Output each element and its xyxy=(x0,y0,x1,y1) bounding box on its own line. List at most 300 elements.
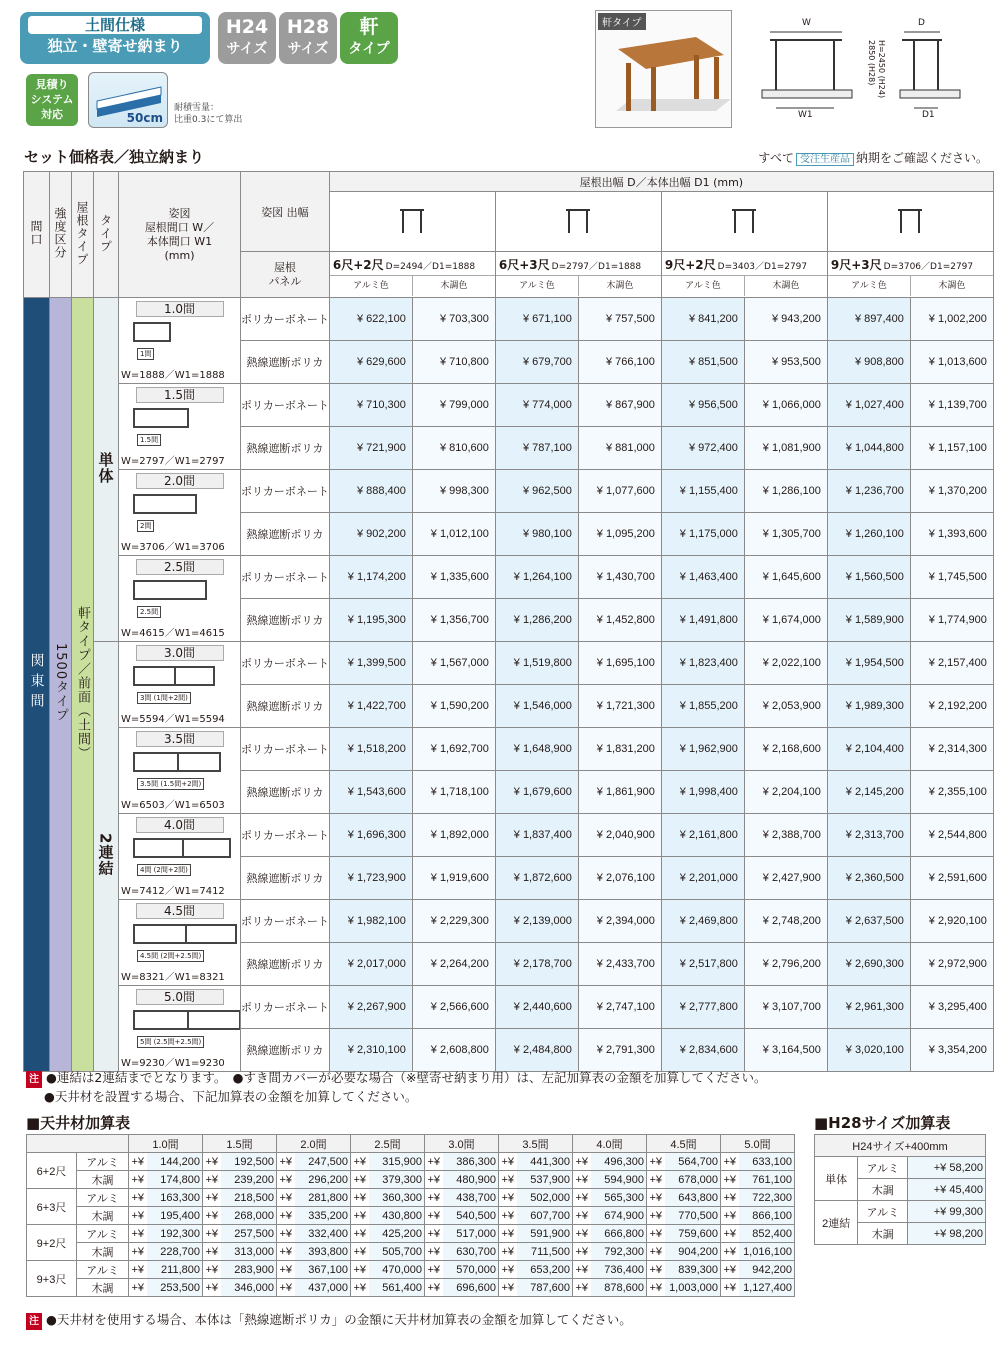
strength-label: 1500タイプ xyxy=(53,643,68,723)
roof-panel-cell: ポリカーボネート xyxy=(241,814,330,857)
price-cell: ¥ 1,546,000 xyxy=(495,685,578,728)
ceiling-row xyxy=(27,1243,795,1261)
plus-yen: +¥ xyxy=(203,1261,221,1279)
plus-yen: +¥ xyxy=(351,1243,369,1261)
ceiling-price: 942,200 xyxy=(739,1261,795,1279)
ceiling-price: 239,200 xyxy=(221,1171,277,1189)
ceiling-price: 332,400 xyxy=(295,1225,351,1243)
price-cell: ¥ 1,774,900 xyxy=(910,599,993,642)
price-cell: ¥ 1,861,900 xyxy=(578,771,661,814)
ceiling-col-header: 1.5間 xyxy=(203,1135,277,1153)
price-cell: ¥ 2,145,200 xyxy=(827,771,910,814)
plus-yen: +¥ xyxy=(351,1261,369,1279)
plus-yen: +¥ xyxy=(573,1207,591,1225)
plus-yen: +¥ xyxy=(721,1261,739,1279)
ceiling-price: 666,800 xyxy=(591,1225,647,1243)
note-block-2 xyxy=(26,1311,632,1330)
price-cell: ¥ 1,139,700 xyxy=(910,384,993,427)
plus-yen: +¥ xyxy=(573,1153,591,1171)
price-cell: ¥ 2,961,300 xyxy=(827,986,910,1029)
plus-yen: +¥ xyxy=(499,1153,517,1171)
price-cell: ¥ 1,723,900 xyxy=(329,857,412,900)
price-cell: ¥ 1,012,100 xyxy=(412,513,495,556)
h28-material: アルミ xyxy=(858,1201,908,1223)
price-cell: ¥ 2,168,600 xyxy=(744,728,827,771)
price-cell: ¥ 2,022,100 xyxy=(744,642,827,685)
ceiling-price: 346,000 xyxy=(221,1279,277,1297)
span-label: 5間 (2.5間+2.5間) xyxy=(137,1036,204,1048)
plus-yen: +¥ xyxy=(721,1189,739,1207)
snow-note-2: 比重0.3にて算出 xyxy=(174,115,243,125)
price-cell: ¥ 841,200 xyxy=(661,298,744,341)
price-cell: ¥ 1,264,100 xyxy=(495,556,578,599)
frame-icon xyxy=(397,205,427,235)
roof-band xyxy=(72,298,94,1072)
plus-yen: +¥ xyxy=(277,1243,295,1261)
plan-icon xyxy=(133,408,189,428)
price-cell: ¥ 3,107,700 xyxy=(744,986,827,1029)
roof-panel-cell: ポリカーボネート xyxy=(241,384,330,427)
price-cell: ¥ 766,100 xyxy=(578,341,661,384)
price-cell: ¥ 1,679,600 xyxy=(495,771,578,814)
span-label: 3間 (1間+2間) xyxy=(137,692,191,704)
snow-depth: 50cm xyxy=(126,111,163,125)
plus-yen: +¥ xyxy=(499,1261,517,1279)
ceiling-row xyxy=(27,1171,795,1189)
notice-post: 納期をご確認ください。 xyxy=(855,151,988,165)
plus-yen: +¥ xyxy=(129,1153,147,1171)
ceiling-price: 480,900 xyxy=(443,1171,499,1189)
price-cell: ¥ 867,900 xyxy=(578,384,661,427)
ceiling-price: 195,400 xyxy=(147,1207,203,1225)
price-cell: ¥ 2,017,000 xyxy=(329,943,412,986)
plus-yen: +¥ xyxy=(351,1225,369,1243)
ceiling-price: 283,900 xyxy=(221,1261,277,1279)
color-alumi: アルミ色 xyxy=(828,276,911,296)
price-cell: ¥ 787,100 xyxy=(495,427,578,470)
ceiling-price: 904,200 xyxy=(665,1243,721,1261)
price-cell: ¥ 2,517,800 xyxy=(661,943,744,986)
ceiling-title: ■天井材加算表 xyxy=(26,1114,131,1132)
price-cell: ¥ 2,791,300 xyxy=(578,1029,661,1072)
price-cell: ¥ 2,796,200 xyxy=(744,943,827,986)
frame-icon xyxy=(563,205,593,235)
price-cell: ¥ 2,777,800 xyxy=(661,986,744,1029)
plus-yen: +¥ xyxy=(647,1153,665,1171)
col-depth-group: 屋根出幅 D／本体出幅 D1 (mm) xyxy=(329,172,993,192)
plus-yen: +¥ xyxy=(573,1243,591,1261)
width-dims: W=6503／W1=6503 xyxy=(121,800,225,811)
ceiling-row xyxy=(27,1225,795,1243)
price-cell: ¥ 943,200 xyxy=(744,298,827,341)
spec-badge xyxy=(20,12,210,64)
price-cell: ¥ 1,721,300 xyxy=(578,685,661,728)
frame-icon xyxy=(729,205,759,235)
single-label: 単体 xyxy=(96,452,115,484)
ken-label: 3.0間 xyxy=(136,645,224,661)
double-band xyxy=(94,642,119,1072)
ceiling-material: 木調 xyxy=(77,1243,129,1261)
ceiling-price: 296,200 xyxy=(295,1171,351,1189)
price-cell: ¥ 1,195,300 xyxy=(329,599,412,642)
price-cell: ¥ 774,000 xyxy=(495,384,578,427)
notice-pre: すべて xyxy=(758,151,794,165)
span-label: 3.5間 (1.5間+2間) xyxy=(137,778,204,790)
price-cell: ¥ 2,427,900 xyxy=(744,857,827,900)
price-cell: ¥ 1,077,600 xyxy=(578,470,661,513)
price-cell: ¥ 972,400 xyxy=(661,427,744,470)
price-cell: ¥ 3,020,100 xyxy=(827,1029,910,1072)
ceiling-price: 211,800 xyxy=(147,1261,203,1279)
ceiling-price: 787,600 xyxy=(517,1279,573,1297)
price-cell: ¥ 710,300 xyxy=(329,384,412,427)
ceiling-col-header: 3.5間 xyxy=(499,1135,573,1153)
depth-icon-3 xyxy=(827,192,993,252)
roof-panel-cell: 熱線遮断ポリカ xyxy=(241,857,330,900)
plus-yen: +¥ xyxy=(277,1189,295,1207)
width-dims: W=4615／W1=4615 xyxy=(121,628,225,639)
ceiling-price: 674,900 xyxy=(591,1207,647,1225)
h28-price: +¥ 58,200 xyxy=(908,1157,986,1179)
h28-type: 2連結 xyxy=(815,1201,858,1245)
plus-yen: +¥ xyxy=(499,1243,517,1261)
ceiling-material: アルミ xyxy=(77,1189,129,1207)
price-cell: ¥ 1,823,400 xyxy=(661,642,744,685)
color-alumi: アルミ色 xyxy=(662,276,745,296)
snow-note-1: 耐積雪量： xyxy=(174,103,220,113)
price-cell: ¥ 897,400 xyxy=(827,298,910,341)
made-to-order-tag: 受注生産品 xyxy=(796,153,854,166)
span-label: 2.5間 xyxy=(137,606,161,618)
ceiling-price: 437,000 xyxy=(295,1279,351,1297)
ken-label: 1.0間 xyxy=(136,301,224,317)
plus-yen: +¥ xyxy=(203,1225,221,1243)
price-cell: ¥ 2,264,200 xyxy=(412,943,495,986)
ken-label: 2.5間 xyxy=(136,559,224,575)
price-row xyxy=(24,642,994,685)
h28-price: +¥ 99,300 xyxy=(908,1201,986,1223)
ceiling-col-header: 3.0間 xyxy=(425,1135,499,1153)
ceiling-price: 517,000 xyxy=(443,1225,499,1243)
ceiling-col-header: 4.5間 xyxy=(647,1135,721,1153)
price-cell: ¥ 962,500 xyxy=(495,470,578,513)
price-cell: ¥ 3,354,200 xyxy=(910,1029,993,1072)
noki-label: 軒 xyxy=(359,16,379,38)
col-type-label: タイプ xyxy=(98,213,113,253)
price-cell: ¥ 956,500 xyxy=(661,384,744,427)
ceiling-price: 591,900 xyxy=(517,1225,573,1243)
roof-panel-cell: ポリカーボネート xyxy=(241,556,330,599)
double-label: 2連結 xyxy=(96,833,115,877)
ceiling-material: 木調 xyxy=(77,1279,129,1297)
dimension-diagram xyxy=(742,10,987,128)
plus-yen: +¥ xyxy=(573,1189,591,1207)
plus-yen: +¥ xyxy=(129,1189,147,1207)
plus-yen: +¥ xyxy=(573,1279,591,1297)
price-cell: ¥ 1,095,200 xyxy=(578,513,661,556)
plus-yen: +¥ xyxy=(129,1279,147,1297)
roof-panel-cell: 熱線遮断ポリカ xyxy=(241,341,330,384)
ceiling-row xyxy=(27,1207,795,1225)
ceiling-row xyxy=(27,1261,795,1279)
price-cell: ¥ 2,690,300 xyxy=(827,943,910,986)
plus-yen: +¥ xyxy=(721,1153,739,1171)
ceiling-price: 537,900 xyxy=(517,1171,573,1189)
plus-yen: +¥ xyxy=(425,1171,443,1189)
price-cell: ¥ 757,500 xyxy=(578,298,661,341)
single-band xyxy=(94,298,119,642)
h28-label: H28 xyxy=(286,16,330,38)
order-notice xyxy=(758,149,988,166)
depth-dim: D=2494／D1=1888 xyxy=(385,261,476,272)
price-cell: ¥ 2,388,700 xyxy=(744,814,827,857)
ceiling-price: 839,300 xyxy=(665,1261,721,1279)
ceiling-price: 438,700 xyxy=(443,1189,499,1207)
noki-badge xyxy=(340,12,398,64)
plus-yen: +¥ xyxy=(351,1189,369,1207)
price-row xyxy=(24,384,994,427)
price-cell: ¥ 1,286,200 xyxy=(495,599,578,642)
price-cell: ¥ 1,919,600 xyxy=(412,857,495,900)
price-cell: ¥ 1,430,700 xyxy=(578,556,661,599)
width-dims: W=3706／W1=3706 xyxy=(121,542,225,553)
note2-line-1: ●天井材を使用する場合、本体は「熱線遮断ポリカ」の金額に天井材加算表の金額を加算してください。 xyxy=(46,1312,632,1327)
price-cell: ¥ 2,310,100 xyxy=(329,1029,412,1072)
price-cell: ¥ 1,954,500 xyxy=(827,642,910,685)
plus-yen: +¥ xyxy=(721,1225,739,1243)
price-row xyxy=(24,900,994,943)
ceiling-price: 607,700 xyxy=(517,1207,573,1225)
price-cell: ¥ 1,002,200 xyxy=(910,298,993,341)
depth-icon-0 xyxy=(329,192,495,252)
price-cell: ¥ 1,998,400 xyxy=(661,771,744,814)
h28-sub: サイズ xyxy=(287,41,329,57)
ceiling-price: 696,600 xyxy=(443,1279,499,1297)
price-cell: ¥ 2,484,800 xyxy=(495,1029,578,1072)
width-figure xyxy=(119,384,241,470)
ceiling-price: 192,300 xyxy=(147,1225,203,1243)
ceiling-price: 505,700 xyxy=(369,1243,425,1261)
price-cell: ¥ 1,543,600 xyxy=(329,771,412,814)
plus-yen: +¥ xyxy=(721,1171,739,1189)
ceiling-price: 643,800 xyxy=(665,1189,721,1207)
plus-yen: +¥ xyxy=(573,1225,591,1243)
ceiling-price: 866,100 xyxy=(739,1207,795,1225)
ceiling-price: 441,300 xyxy=(517,1153,573,1171)
plus-yen: +¥ xyxy=(277,1225,295,1243)
price-cell: ¥ 2,314,300 xyxy=(910,728,993,771)
price-cell: ¥ 622,100 xyxy=(329,298,412,341)
plus-yen: +¥ xyxy=(351,1207,369,1225)
price-cell: ¥ 908,800 xyxy=(827,341,910,384)
price-cell: ¥ 1,645,600 xyxy=(744,556,827,599)
noki-sub: タイプ xyxy=(348,41,390,57)
plus-yen: +¥ xyxy=(721,1243,739,1261)
ceiling-col-header: 1.0間 xyxy=(129,1135,203,1153)
ceiling-price: 335,200 xyxy=(295,1207,351,1225)
plus-yen: +¥ xyxy=(277,1279,295,1297)
price-cell: ¥ 1,066,000 xyxy=(744,384,827,427)
ken-label: 4.0間 xyxy=(136,817,224,833)
width-dims: W=7412／W1=7412 xyxy=(121,886,225,897)
price-cell: ¥ 1,692,700 xyxy=(412,728,495,771)
width-figure xyxy=(119,814,241,900)
price-row xyxy=(24,298,994,341)
price-cell: ¥ 721,900 xyxy=(329,427,412,470)
price-cell: ¥ 1,674,000 xyxy=(744,599,827,642)
dim-w: W xyxy=(802,18,811,28)
price-row xyxy=(24,986,994,1029)
plus-yen: +¥ xyxy=(277,1261,295,1279)
plus-yen: +¥ xyxy=(351,1171,369,1189)
price-cell: ¥ 1,335,600 xyxy=(412,556,495,599)
width-dims: W=9230／W1=9230 xyxy=(121,1058,225,1069)
ken-label: 3.5間 xyxy=(136,731,224,747)
roof-panel-cell: 熱線遮断ポリカ xyxy=(241,427,330,470)
price-cell: ¥ 1,393,600 xyxy=(910,513,993,556)
price-cell: ¥ 2,157,400 xyxy=(910,642,993,685)
price-cell: ¥ 1,855,200 xyxy=(661,685,744,728)
ceiling-material: 木調 xyxy=(77,1207,129,1225)
col-roof-panel: 屋根 パネル xyxy=(241,252,330,298)
ceiling-price: 878,600 xyxy=(591,1279,647,1297)
ceiling-price: 736,400 xyxy=(591,1261,647,1279)
price-cell: ¥ 1,892,000 xyxy=(412,814,495,857)
ceiling-row xyxy=(27,1279,795,1297)
price-cell: ¥ 998,300 xyxy=(412,470,495,513)
spec-line1: 土間仕様 xyxy=(28,16,202,34)
price-cell: ¥ 2,229,300 xyxy=(412,900,495,943)
ceiling-price: 257,500 xyxy=(221,1225,277,1243)
ceiling-group: 9+2尺 xyxy=(27,1225,77,1261)
span-label: 1.5間 xyxy=(137,434,161,446)
ceiling-price: 1,016,100 xyxy=(739,1243,795,1261)
price-cell: ¥ 679,700 xyxy=(495,341,578,384)
price-cell: ¥ 2,544,800 xyxy=(910,814,993,857)
plus-yen: +¥ xyxy=(425,1261,443,1279)
plus-yen: +¥ xyxy=(647,1243,665,1261)
ceiling-price: 218,500 xyxy=(221,1189,277,1207)
roof-panel-cell: 熱線遮断ポリカ xyxy=(241,943,330,986)
span-label: 4間 (2間+2間) xyxy=(137,864,191,876)
price-cell: ¥ 1,962,900 xyxy=(661,728,744,771)
ceiling-price: 268,000 xyxy=(221,1207,277,1225)
width-dims: W=5594／W1=5594 xyxy=(121,714,225,725)
strength-band xyxy=(50,298,72,1072)
roof-panel-cell: ポリカーボネート xyxy=(241,986,330,1029)
span-label: 1間 xyxy=(137,348,154,360)
ceiling-price: 852,400 xyxy=(739,1225,795,1243)
ceiling-price: 253,500 xyxy=(147,1279,203,1297)
plus-yen: +¥ xyxy=(129,1171,147,1189)
span-label: 2間 xyxy=(137,520,154,532)
plus-yen: +¥ xyxy=(499,1225,517,1243)
color-wood: 木調色 xyxy=(938,280,966,291)
roof-panel-cell: ポリカーボネート xyxy=(241,900,330,943)
price-cell: ¥ 2,201,000 xyxy=(661,857,744,900)
ceiling-price: 570,000 xyxy=(443,1261,499,1279)
ceiling-price: 174,800 xyxy=(147,1171,203,1189)
plus-yen: +¥ xyxy=(277,1153,295,1171)
price-cell: ¥ 1,695,100 xyxy=(578,642,661,685)
ceiling-price: 770,500 xyxy=(665,1207,721,1225)
plus-yen: +¥ xyxy=(203,1243,221,1261)
depth-label-0 xyxy=(329,252,495,298)
h28-row xyxy=(815,1157,986,1179)
price-row xyxy=(24,556,994,599)
depth-dim: D=3706／D1=2797 xyxy=(883,261,974,272)
h28-material: 木調 xyxy=(858,1223,908,1245)
plus-yen: +¥ xyxy=(647,1225,665,1243)
price-cell: ¥ 1,589,900 xyxy=(827,599,910,642)
plus-yen: +¥ xyxy=(499,1171,517,1189)
col-figure-depth: 姿図 出幅 xyxy=(241,172,330,252)
plus-yen: +¥ xyxy=(203,1171,221,1189)
price-row xyxy=(24,728,994,771)
plus-yen: +¥ xyxy=(425,1189,443,1207)
ceiling-price: 502,000 xyxy=(517,1189,573,1207)
ceiling-col-header: 4.0間 xyxy=(573,1135,647,1153)
dim-height: H=2450 (H24) 2850 (H28) xyxy=(867,40,886,99)
width-figure xyxy=(119,298,241,384)
price-cell: ¥ 1,519,800 xyxy=(495,642,578,685)
h28-type: 単体 xyxy=(815,1157,858,1201)
depth-label-3 xyxy=(827,252,993,298)
ceiling-row xyxy=(27,1189,795,1207)
ken-label: 5.0間 xyxy=(136,989,224,1005)
price-cell: ¥ 1,648,900 xyxy=(495,728,578,771)
price-cell: ¥ 2,161,800 xyxy=(661,814,744,857)
h24-label: H24 xyxy=(225,16,269,38)
ceiling-price: 470,000 xyxy=(369,1261,425,1279)
price-cell: ¥ 1,370,200 xyxy=(910,470,993,513)
price-cell: ¥ 2,192,200 xyxy=(910,685,993,728)
price-cell: ¥ 1,399,500 xyxy=(329,642,412,685)
roof-panel-cell: 熱線遮断ポリカ xyxy=(241,1029,330,1072)
dimension-drawing xyxy=(742,10,987,128)
price-cell: ¥ 799,000 xyxy=(412,384,495,427)
price-cell: ¥ 2,076,100 xyxy=(578,857,661,900)
note2-cap: 注 xyxy=(26,1313,42,1330)
ceiling-price: 564,700 xyxy=(665,1153,721,1171)
dim-d: D xyxy=(918,18,925,28)
plus-yen: +¥ xyxy=(351,1153,369,1171)
price-cell: ¥ 2,566,600 xyxy=(412,986,495,1029)
depth-name: 6尺+3尺 xyxy=(498,257,550,272)
plus-yen: +¥ xyxy=(499,1189,517,1207)
price-cell: ¥ 1,567,000 xyxy=(412,642,495,685)
section-title: セット価格表／独立納まり xyxy=(24,148,205,166)
price-cell: ¥ 2,834,600 xyxy=(661,1029,744,1072)
ceiling-price: 281,800 xyxy=(295,1189,351,1207)
price-cell: ¥ 1,982,100 xyxy=(329,900,412,943)
color-wood: 木調色 xyxy=(772,280,800,291)
ceiling-group: 9+3尺 xyxy=(27,1261,77,1297)
h28-sub: H24サイズ+400mm xyxy=(815,1135,986,1157)
price-cell: ¥ 2,040,900 xyxy=(578,814,661,857)
ceiling-corner xyxy=(27,1135,129,1153)
price-cell: ¥ 1,013,600 xyxy=(910,341,993,384)
depth-name: 6尺+2尺 xyxy=(332,257,384,272)
ceiling-price: 792,300 xyxy=(591,1243,647,1261)
price-cell: ¥ 710,800 xyxy=(412,341,495,384)
col-roof-type xyxy=(72,172,94,298)
price-cell: ¥ 1,872,600 xyxy=(495,857,578,900)
plan-icon xyxy=(133,752,221,772)
color-wood: 木調色 xyxy=(606,280,634,291)
price-cell: ¥ 2,313,700 xyxy=(827,814,910,857)
note-block-1 xyxy=(26,1069,767,1105)
